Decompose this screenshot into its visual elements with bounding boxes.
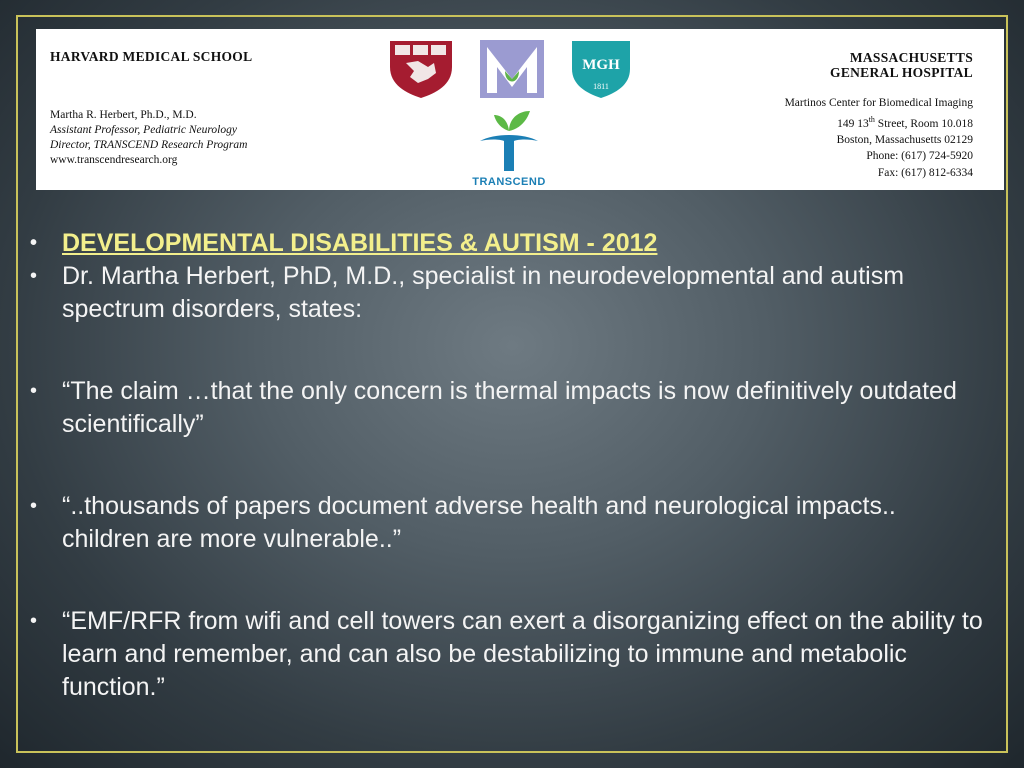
m-logo-icon xyxy=(477,37,547,106)
street-address xyxy=(785,112,973,132)
address-suffix: th xyxy=(868,114,875,124)
fax: Fax: (617) 812-6334 xyxy=(877,166,973,179)
bullet-text: “The claim …that the only concern is thermal impacts is now definitively outdated scientifically” xyxy=(62,377,957,438)
mgh-title-line2: GENERAL HOSPITAL xyxy=(830,65,973,80)
bullet-dot: • xyxy=(30,232,38,254)
transcend-sprout-icon xyxy=(474,101,544,173)
website: www.transcendresearch.org xyxy=(50,154,178,166)
bullet-list xyxy=(30,227,990,704)
bullet-heading xyxy=(30,227,990,260)
bullet-item xyxy=(30,605,990,704)
harvard-medical-school-title: HARVARD MEDICAL SCHOOL xyxy=(50,49,253,64)
person-role: Director, TRANSCEND Research Program xyxy=(50,139,248,151)
bullet-item xyxy=(30,490,990,556)
bullet-dot: • xyxy=(30,495,38,517)
contact-block-left xyxy=(50,108,247,168)
bullet-text: “..thousands of papers document adverse health and neurological impacts.. children are more vulnerable..” xyxy=(62,492,896,553)
bullet-dot: • xyxy=(30,265,38,287)
bullet-item xyxy=(30,375,990,441)
person-title: Assistant Professor, Pediatric Neurology xyxy=(50,124,237,136)
transcend-label: TRANSCEND xyxy=(472,176,546,188)
letterhead-image xyxy=(36,29,1004,190)
harvard-shield-logo-icon xyxy=(388,39,454,104)
bullet-text: DEVELOPMENTAL DISABILITIES & AUTISM - 2012 xyxy=(62,229,658,257)
bullet-text: Dr. Martha Herbert, PhD, M.D., specialist in neurodevelopmental and autism spectrum disorders, states: xyxy=(62,262,905,323)
mgh-logo-year: 1811 xyxy=(593,82,609,91)
contact-block-right xyxy=(785,95,973,181)
bullet-dot: • xyxy=(30,380,38,402)
mgh-logo-text: MGH xyxy=(582,57,620,73)
address-rest: Street, Room 10.018 xyxy=(874,117,973,130)
city: Boston, Massachusetts 02129 xyxy=(836,133,973,146)
bullet-text: “EMF/RFR from wifi and cell towers can exert a disorganizing effect on the ability to learn and remember, and can also be destabilizing to immune and metabolic function.” xyxy=(62,607,983,701)
phone: Phone: (617) 724-5920 xyxy=(866,150,973,163)
center-name: Martinos Center for Biomedical Imaging xyxy=(784,97,973,109)
address-number: 149 13 xyxy=(837,117,869,130)
bullet-item xyxy=(30,260,990,326)
mgh-title xyxy=(830,50,973,80)
transcend-logo xyxy=(454,101,564,188)
bullet-dot: • xyxy=(30,610,38,632)
person-name: Martha R. Herbert, Ph.D., M.D. xyxy=(50,109,197,121)
mgh-title-line1: MASSACHUSETTS xyxy=(849,50,973,65)
mgh-shield-logo-icon xyxy=(570,39,632,104)
